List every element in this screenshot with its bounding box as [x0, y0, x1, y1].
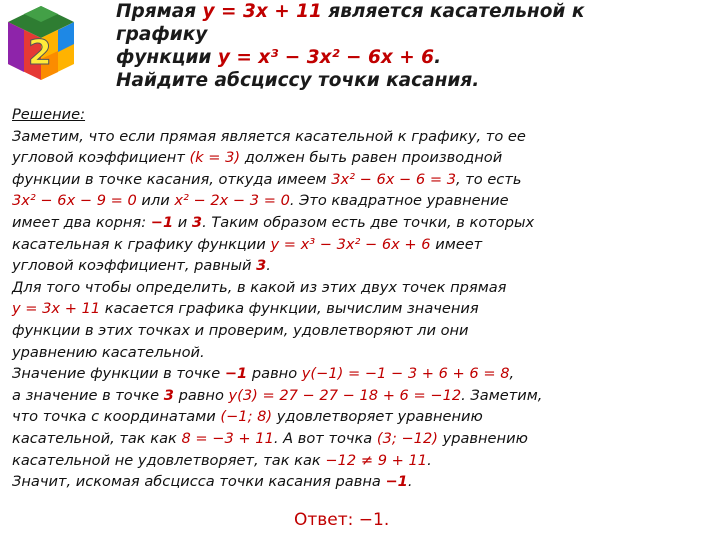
text-segment: и: [173, 213, 192, 231]
formula: −1: [224, 365, 248, 383]
text-segment: равно: [173, 386, 229, 404]
solution-line: [12, 428, 712, 450]
text-segment: равно: [247, 365, 302, 383]
formula: y = x³ − 3x² − 6x + 6: [270, 235, 431, 253]
solution-line: [12, 147, 712, 169]
text-segment: должен быть равен производной: [240, 149, 503, 167]
solution-heading: Решение:: [12, 106, 86, 123]
solution-line: [12, 298, 712, 320]
formula: x² − 2x − 3 = 0: [174, 192, 290, 210]
text-segment: Значит, искомая абсцисса точки касания равна: [12, 473, 386, 491]
text-segment: касательной не удовлетворяет, так как: [12, 451, 326, 469]
formula: 3: [256, 257, 267, 275]
solution-text: [12, 104, 712, 493]
formula: 3x² − 6x − 6 = 3: [331, 170, 456, 188]
solution-line: [12, 212, 712, 234]
problem-statement: [116, 0, 716, 92]
text-segment: . Таким образом есть две точки, в которых: [202, 213, 535, 231]
solution-line: [12, 255, 712, 277]
solution-line: [12, 190, 712, 212]
header-line-2: графику: [116, 24, 208, 45]
text-segment: .: [407, 473, 413, 491]
solution-line: [12, 169, 712, 191]
text-segment: что точка с координатами: [12, 408, 221, 426]
solution-line: [12, 385, 712, 407]
formula: 3: [191, 213, 203, 231]
text-segment: .: [427, 451, 432, 469]
formula: −1: [150, 213, 174, 231]
solution-line: [12, 450, 712, 472]
formula: y(3) = 27 − 27 − 18 + 6 = −12: [228, 386, 462, 404]
header-line-4: Найдите абсциссу точки касания.: [116, 70, 480, 91]
solution-line: [12, 342, 712, 364]
text-segment: касается графика функции, вычислим значения: [100, 300, 479, 318]
number-cube-logo: [6, 4, 76, 82]
text-segment: , то есть: [455, 170, 522, 188]
formula: (3; −12): [376, 429, 438, 447]
solution-line: [12, 126, 712, 148]
solution-line: [12, 234, 712, 256]
text-segment: Для того чтобы определить, в какой из этих двух точек прямая: [12, 278, 507, 296]
text-segment: Значение функции в точке: [12, 365, 225, 383]
solution-line: [12, 363, 712, 385]
logo-digit: 2: [28, 33, 52, 73]
solution-line: [12, 406, 712, 428]
text-segment: .: [266, 257, 271, 275]
formula: −1: [385, 473, 408, 491]
text-segment: а значение в точке: [12, 386, 164, 404]
answer: Ответ: −1.: [294, 510, 390, 530]
formula: y(−1) = −1 − 3 + 6 + 6 = 8: [301, 365, 510, 383]
text-segment: имеет два корня:: [12, 213, 151, 231]
text-segment: угловой коэффициент: [12, 149, 190, 167]
text-segment: . Это квадратное уравнение: [289, 192, 509, 210]
text-segment: или: [136, 192, 175, 210]
solution-lines: [12, 126, 712, 493]
text-segment: касательная к графику функции: [12, 235, 271, 253]
text-segment: . Заметим,: [461, 386, 543, 404]
formula: (k = 3): [189, 149, 241, 167]
formula: 3x² − 6x − 9 = 0: [12, 192, 137, 210]
text-segment: ,: [509, 365, 515, 383]
text-segment: имеет: [430, 235, 483, 253]
solution-line: [12, 471, 712, 493]
text-segment: Заметим, что если прямая является касательной к графику, то ее: [12, 127, 526, 145]
formula: −12 ≠ 9 + 11: [325, 451, 428, 469]
text-segment: удовлетворяет уравнению: [272, 408, 483, 426]
text-segment: угловой коэффициент, равный: [12, 257, 257, 275]
header-line-3: функции y = x³ − 3x² − 6x + 6.: [116, 47, 442, 68]
header-line-1: Прямая y = 3x + 11 является касательной к: [116, 1, 585, 22]
text-segment: . А вот точка: [273, 429, 377, 447]
formula: y = 3x + 11: [12, 300, 101, 318]
formula: (−1; 8): [220, 408, 273, 426]
text-segment: уравнению: [437, 429, 528, 447]
formula: 8 = −3 + 11: [181, 429, 274, 447]
solution-line: [12, 320, 712, 342]
text-segment: уравнению касательной.: [12, 343, 205, 361]
solution-line: [12, 277, 712, 299]
formula: 3: [163, 386, 174, 404]
text-segment: касательной, так как: [12, 429, 182, 447]
text-segment: функции в точке касания, откуда имеем: [12, 170, 332, 188]
text-segment: функции в этих точках и проверим, удовлетворяют ли они: [12, 321, 469, 339]
